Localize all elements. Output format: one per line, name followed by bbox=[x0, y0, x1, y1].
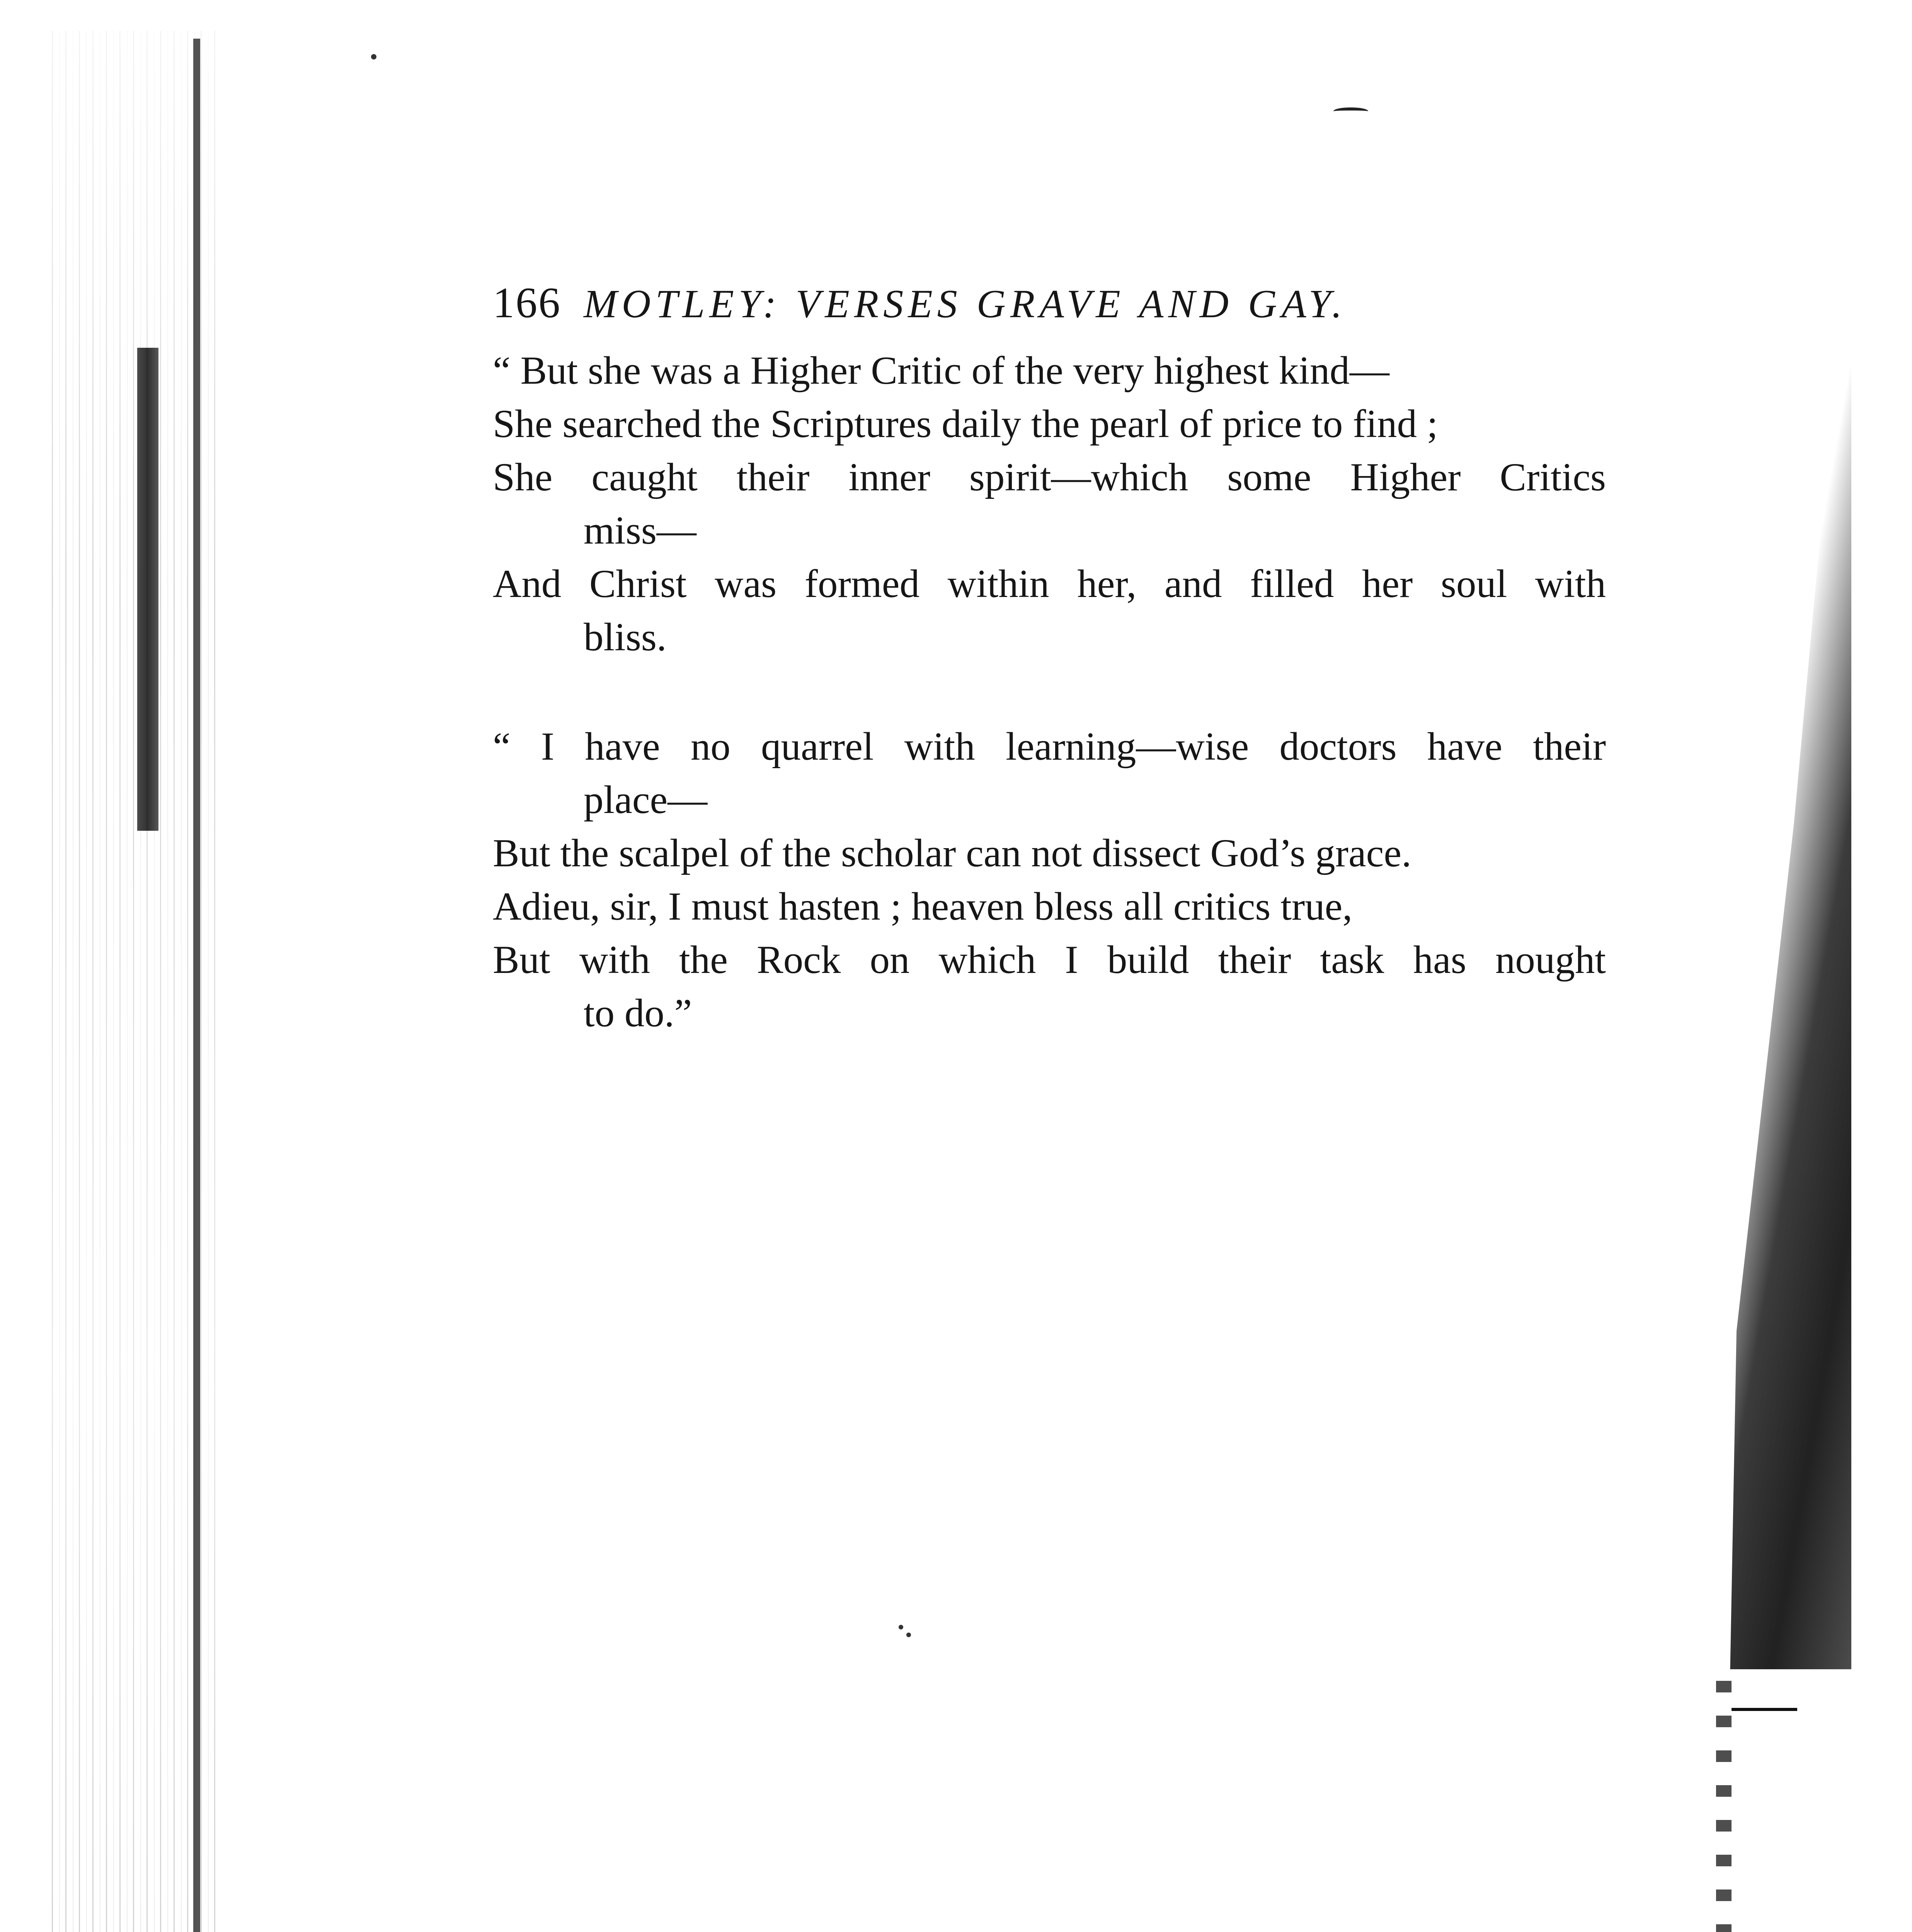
scan-binding-shadow bbox=[137, 348, 158, 831]
verse-line: She caught their inner spirit—which some Higher Critics bbox=[493, 455, 1606, 499]
verse-line: Adieu, sir, I must hasten ; heaven bless all critics true, bbox=[493, 884, 1353, 929]
stanza bbox=[493, 344, 1606, 664]
verse-line: But the scalpel of the scholar can not dissect God’s grace. bbox=[493, 831, 1411, 875]
scan-speck-top bbox=[1333, 107, 1368, 115]
running-title: MOTLEY: VERSES GRAVE AND GAY. bbox=[584, 282, 1347, 326]
verse-line-continuation: miss— bbox=[584, 509, 696, 553]
running-head bbox=[493, 278, 1606, 344]
page-number: 166 bbox=[493, 279, 561, 327]
scan-ticks-right bbox=[1716, 1681, 1732, 1932]
verse-line: “ But she was a Higher Critic of the very highest kind— bbox=[493, 349, 1389, 393]
scan-speck bbox=[371, 54, 376, 60]
scan-speck bbox=[906, 1633, 911, 1637]
verse-line-continuation: bliss. bbox=[584, 615, 667, 659]
stanza bbox=[493, 720, 1606, 1040]
scan-speck bbox=[899, 1625, 903, 1629]
verse-line: She searched the Scriptures daily the pearl of price to find ; bbox=[493, 402, 1438, 446]
verse-line: And Christ was formed within her, and filled her soul with bbox=[493, 562, 1606, 606]
verse-line: “ I have no quarrel with learning—wise doctors have their bbox=[493, 724, 1606, 769]
scan-edge-left bbox=[46, 31, 216, 1932]
scan-binding-line bbox=[193, 39, 200, 1932]
verse-line-continuation: to do.” bbox=[584, 991, 692, 1035]
scan-rule-right bbox=[1732, 1708, 1797, 1711]
verse-line-continuation: place— bbox=[584, 778, 708, 822]
book-page bbox=[493, 278, 1606, 1040]
poem-body bbox=[493, 344, 1606, 1040]
scan-edge-right bbox=[1724, 131, 1851, 1669]
verse-line: But with the Rock on which I build their task has nought bbox=[493, 938, 1606, 982]
